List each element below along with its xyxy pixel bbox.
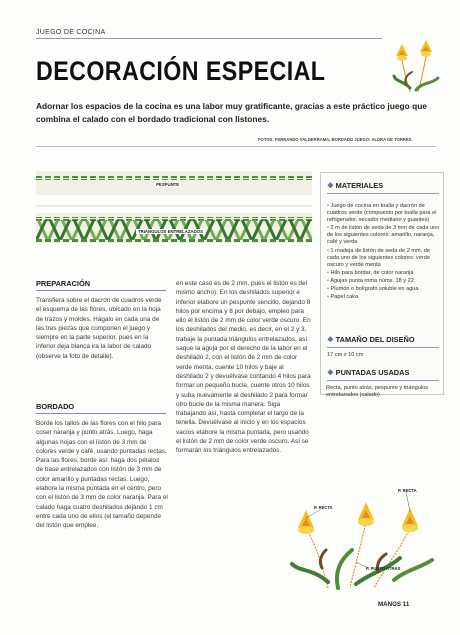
section-label: JUEGO DE COCINA bbox=[36, 29, 106, 36]
bordado-text: Borde los tallos de las flores con el hilo para coser naranja y punto atrás. Luego, haga algunas hojas con el listón de 3 mm de colores verde y café, usando puntadas rectas. Para las flores, borde así: haga dos pétalos de base entrelazados con listón de 3 mm de color amarillo y puntadas rectas. Luego, elabore la misma puntada en el centro, pero con el listón de 3 mm de color naranja. Para el calado haga cuatro deshilados dejando 1 cm entre cada uno de ellos (el tamaño depende del listón que emplee, bbox=[36, 420, 168, 530]
bullet-icon: ❖ bbox=[327, 335, 334, 344]
puntadas-heading: ❖ PUNTADAS USADAS bbox=[327, 368, 410, 377]
tamano-heading: ❖ TAMAÑO DEL DISEÑO bbox=[327, 335, 415, 344]
preparacion-heading: PREPARACIÓN bbox=[36, 279, 91, 288]
list-item: • Hilo para bordar, de color naranja bbox=[327, 269, 414, 276]
puntadas-rule bbox=[327, 380, 439, 381]
preparacion-text: Transfiera sobre el dacrón de cuadros verde el esquema de las flores, ubicado en la hoja de trazos y moldes. Hágalo en cada una de las tres piezas que componen el juego y siempre en la parte superior, pues en la inferior deja blanca ira la labor de calado (observe la foto de detalle). bbox=[36, 297, 162, 360]
materiales-heading: ❖ MATERIALES bbox=[327, 181, 384, 190]
bordado-rule bbox=[36, 413, 166, 414]
footer-brand: MANOS bbox=[378, 601, 402, 608]
flower-stitch-illustration bbox=[282, 484, 442, 596]
page-footer bbox=[378, 601, 409, 608]
materiales-rule bbox=[327, 193, 439, 194]
stitch-pattern-drawing bbox=[36, 163, 312, 258]
illustration-label-punto-atras: P. PUNTO ATRÁS bbox=[366, 566, 401, 571]
credits-divider bbox=[36, 146, 436, 147]
triangulos-label: TRIÁNGULOS ENTRELAZADOS bbox=[138, 229, 203, 234]
tamano-value: 17 cm x 10 cm bbox=[327, 352, 364, 358]
section-divider bbox=[36, 38, 382, 39]
illustration-label-recta-right: P. RECTA bbox=[398, 488, 417, 493]
list-item: • 2 m de listón de seda de 3 mm de cada uno de los siguientes colores: amarillo, naranja, café y verde bbox=[327, 225, 440, 246]
page-number: 11 bbox=[402, 601, 410, 608]
intro-paragraph: Adornar los espacios de la cocina es una labor muy gratificante, gracias a este práctico juego que combina el calado con el bordado tradicional con listones. bbox=[36, 101, 427, 124]
decorative-flowers-image bbox=[388, 36, 444, 96]
stitch-detail-photo bbox=[36, 163, 312, 258]
list-item: • 1 madeja de listón de seda de 2 mm, de cada uno de los siguientes colores: verde oscuro y verde menta bbox=[327, 247, 431, 268]
tamano-rule bbox=[327, 347, 439, 348]
puntadas-value: Recta, punto atrás, pespunte y triángulos entrelazados (calado) bbox=[326, 385, 428, 399]
photo-credits: FOTOS: FERNANDO VALDERRAMA, BORDADO JUEGO: ALDRA DE TORRES. bbox=[258, 137, 413, 142]
materials-list bbox=[327, 203, 441, 302]
list-item: • Agujas punta roma núms. 18 y 22 bbox=[327, 277, 414, 284]
pespunte-label: PESPUNTE bbox=[156, 182, 180, 187]
materials-sidebar bbox=[320, 172, 444, 395]
illustration-label-recta-left: P. RECTA bbox=[314, 505, 333, 510]
bordado-heading: BORDADO bbox=[36, 402, 75, 411]
list-item: • Papel caka bbox=[327, 294, 359, 301]
list-item: • Plumón o bolígrafo soluble en agua bbox=[327, 286, 419, 293]
bullet-icon: ❖ bbox=[327, 368, 334, 377]
column2-text: en este caso es de 2 mm, pues el listón es del mismo ancho). En los deshilados superior e inferior elabore un pespunte sencillo, dejando 8 hilos por encima y 8 por debajo, empleo para ello el listón de 2 mm de color verde oscuro. En los deshilados del medio, es decir, en el 2 y 3, trabaje la puntada triángulos entrelazados, así: saque la aguja por el derecho de la labor en el deshilado 2, con el listón de 2 mm de color verde menta, cuente 10 hilos y baje al deshilado 2 y devuélvase contando 4 hilos para formar un pequeño bucle, cuente otros 10 hilos y suba nuevamente al deshilado 2 para formar otro bucle de la misma manera. Siga trabajando así, hasta completar el largo de la tenella. Devuélvase al inicio y en los espacios vacíos elabore la misma puntada, pero usando el listón de 2 mm de color verde oscuro. Así se formarán los triángulos entrelazados. bbox=[176, 280, 311, 455]
page-title: DECORACIÓN ESPECIAL bbox=[36, 56, 326, 86]
preparacion-rule bbox=[36, 290, 166, 291]
bullet-icon: ❖ bbox=[327, 181, 334, 190]
list-item: • Juego de cocina en toalla y dacrón de cuadros verde (compuesto por toalla para el refrigerador, secador mediano y guantes) bbox=[327, 203, 437, 224]
